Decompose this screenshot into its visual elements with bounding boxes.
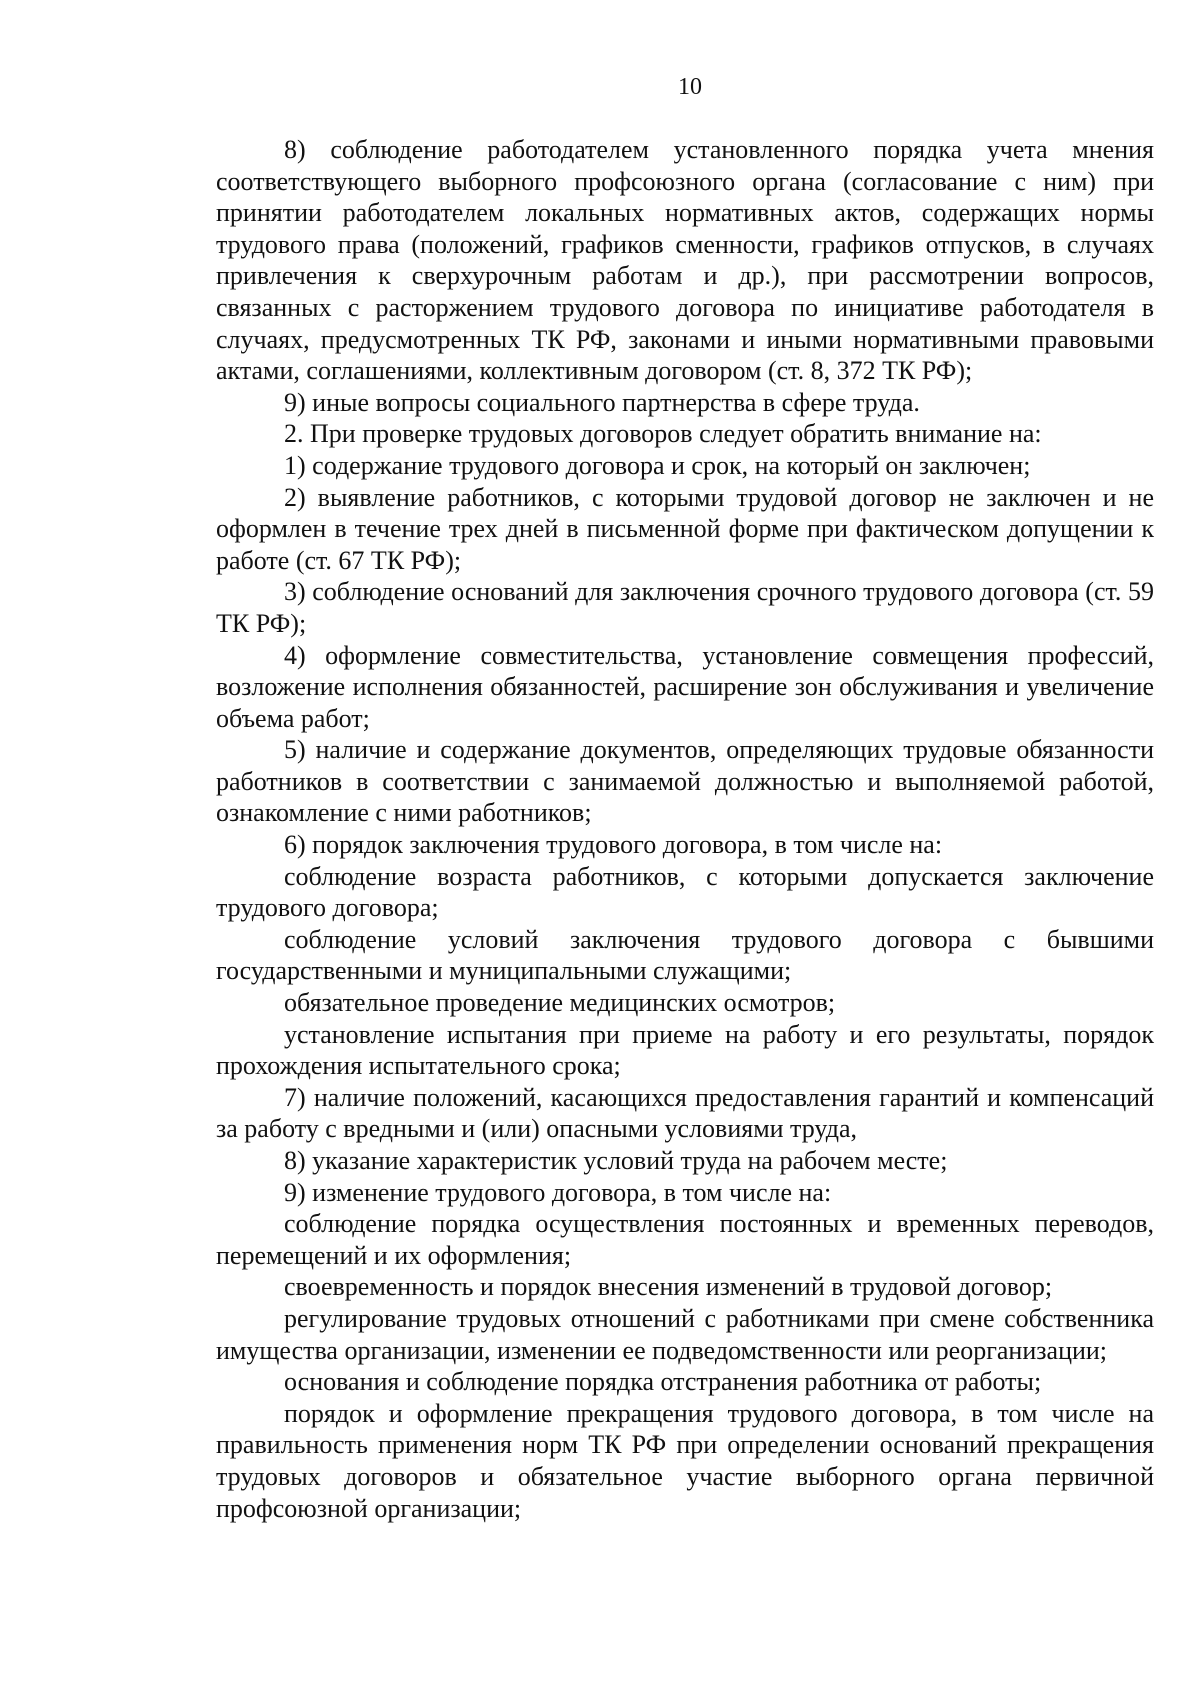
paragraph: соблюдение порядка осуществления постоянных и временных переводов, перемещений и их оформления; — [216, 1209, 1154, 1270]
paragraph: соблюдение условий заключения трудового договора с бывшими государственными и муниципальными служащими; — [216, 924, 1154, 986]
paragraph: 4) оформление совместительства, установление совмещения профессий, возложение исполнения обязанностей, расширение зон обслуживания и увеличение объема работ; — [216, 640, 1154, 733]
paragraph: 1) содержание трудового договора и срок, на который он заключен; — [284, 450, 1031, 480]
paragraph: 5) наличие и содержание документов, определяющих трудовые обязанности работников в соответствии с занимаемой должностью и выполняемой работой, ознакомление с ними работников; — [216, 735, 1154, 828]
paragraph: основания и соблюдение порядка отстранения работника от работы; — [284, 1367, 1042, 1397]
paragraph: 6) порядок заключения трудового договора, в том числе на: — [284, 830, 943, 860]
paragraph: обязательное проведение медицинских осмотров; — [284, 988, 836, 1018]
paragraph: 3) соблюдение оснований для заключения срочного трудового договора (ст. 59 ТК РФ); — [216, 577, 1154, 638]
paragraph: 2. При проверке трудовых договоров следует обратить внимание на: — [284, 419, 1042, 449]
paragraph: 7) наличие положений, касающихся предоставления гарантий и компенсаций за работу с вредными и (или) опасными условиями труда, — [216, 1082, 1154, 1144]
paragraph: 9) иные вопросы социального партнерства в сфере труда. — [284, 387, 920, 417]
paragraph: регулирование трудовых отношений с работниками при смене собственника имущества организации, изменении ее подведомственности или реорганизации; — [216, 1303, 1154, 1365]
page-number: 10 — [678, 74, 702, 100]
paragraph: 8) соблюдение работодателем установленного порядка учета мнения соответствующего выборного профсоюзного органа (согласование с ним) при принятии работодателем локальных нормативных актов, содержащих нормы трудового права (положений, графиков сменности, графиков отпусков, в случаях привлечения к сверхурочным работам и др.), при рассмотрении вопросов, связанных с расторжением трудового договора по инициативе работодателя в случаях, предусмотренных ТК РФ, законами и иными нормативными правовыми актами, соглашениями, коллективным договором (ст. 8, 372 ТК РФ); — [216, 135, 1154, 386]
paragraph: порядок и оформление прекращения трудового договора, в том числе на правильность применения норм ТК РФ при определении оснований прекращения трудовых договоров и обязательное участие выборного органа первичной профсоюзной организации; — [216, 1398, 1154, 1523]
paragraph: соблюдение возраста работников, с которыми допускается заключение трудового договора; — [216, 861, 1154, 923]
paragraph: 8) указание характеристик условий труда на рабочем месте; — [284, 1146, 948, 1175]
paragraph: установление испытания при приеме на работу и его результаты, порядок прохождения испытательного срока; — [216, 1019, 1154, 1081]
paragraph: 9) изменение трудового договора, в том числе на: — [284, 1177, 832, 1207]
paragraph: 2) выявление работников, с которыми трудовой договор не заключен и не оформлен в течение трех дней в письменной форме при фактическом допущении к работе (ст. 67 ТК РФ); — [216, 482, 1154, 575]
document-body — [216, 134, 1154, 1524]
paragraph: своевременность и порядок внесения изменений в трудовой договор; — [284, 1272, 1053, 1302]
